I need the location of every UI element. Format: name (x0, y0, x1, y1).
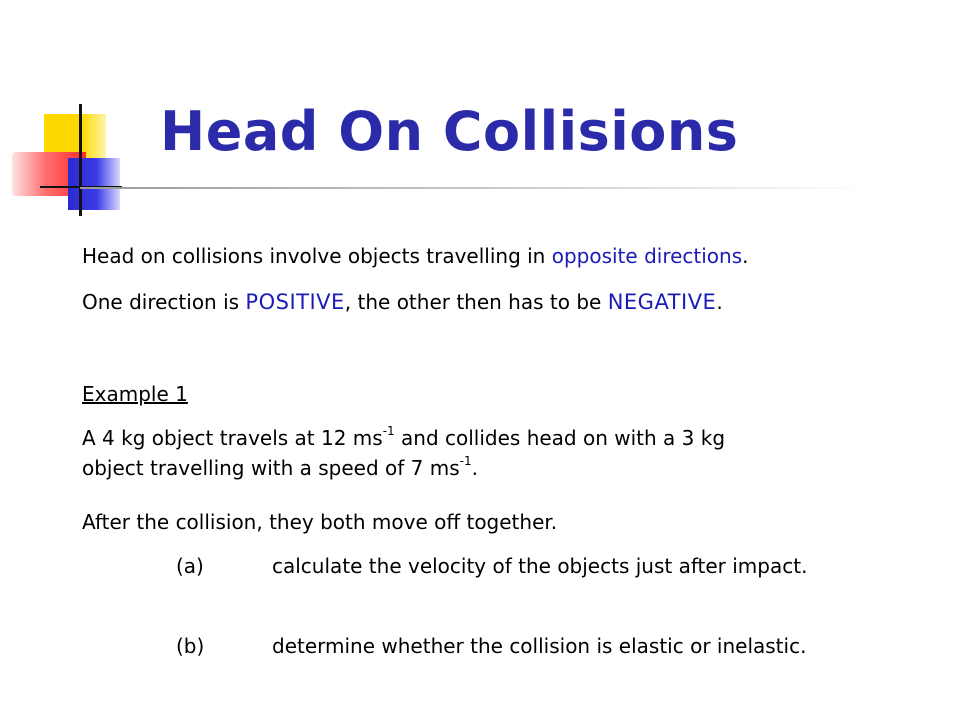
logo-blue-square (68, 158, 120, 210)
example-paragraph-1-line-2 (82, 454, 478, 482)
example-paragraph-2: After the collision, they both move off together. (82, 510, 558, 534)
p1-text-b: and collides head on with a 3 kg (394, 426, 726, 450)
highlight-negative: NEGATIVE (607, 290, 717, 314)
highlight-positive: POSITIVE (245, 290, 345, 314)
intro-line-2 (82, 288, 723, 316)
part-b-text: determine whether the collision is elastic or inelastic. (272, 634, 807, 658)
example-paragraph-1-line-1 (82, 424, 725, 452)
intro-line-1-end: . (742, 244, 749, 268)
example-heading: Example 1 (82, 382, 188, 406)
slide-title: Head On Collisions (160, 100, 739, 163)
intro-line-1-text: Head on collisions involve objects travelling in (82, 244, 552, 268)
intro-line-2-mid: , the other then has to be (344, 290, 608, 314)
highlight-opposite-directions: opposite directions (551, 244, 743, 268)
intro-line-2-end: . (716, 290, 723, 314)
intro-line-2-text: One direction is (82, 290, 246, 314)
title-underline-rule (80, 187, 870, 189)
p1-superscript-1: -1 (382, 424, 395, 439)
part-a-label: (a) (176, 554, 204, 578)
p1-text-d: . (471, 456, 478, 480)
p1-text-c: object travelling with a speed of 7 ms (82, 456, 460, 480)
part-b-label: (b) (176, 634, 205, 658)
logo-vertical-line (79, 104, 82, 216)
p1-superscript-2: -1 (459, 454, 472, 469)
p1-text-a: A 4 kg object travels at 12 ms (82, 426, 383, 450)
part-a-text: calculate the velocity of the objects just after impact. (272, 554, 808, 578)
intro-line-1 (82, 242, 749, 270)
